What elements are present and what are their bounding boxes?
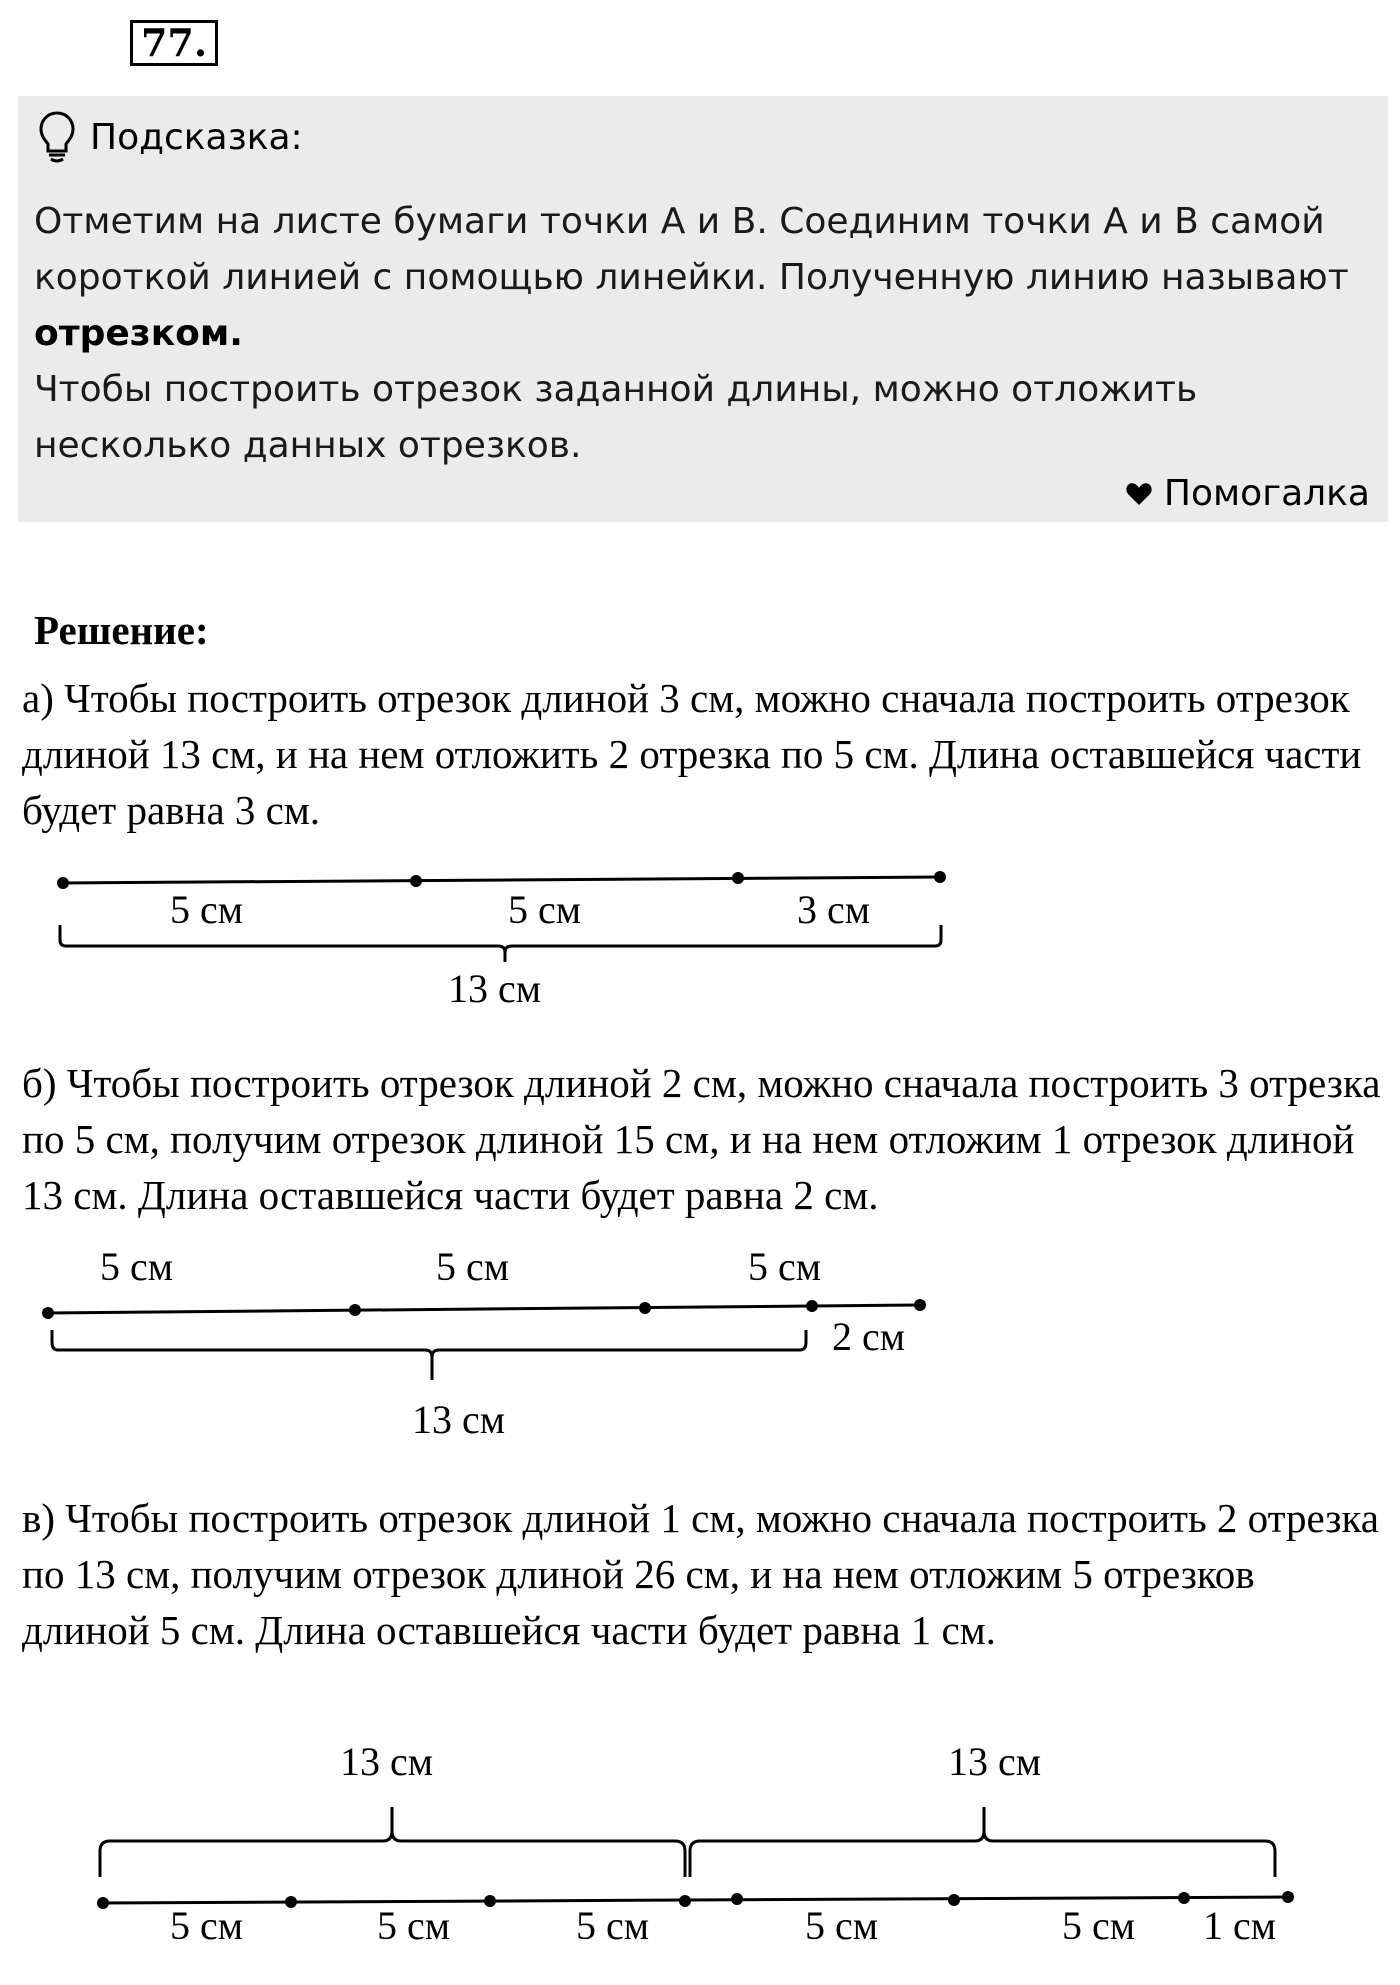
segment-point — [948, 1894, 960, 1906]
segment-label: 5 см — [1062, 1903, 1136, 1948]
segment-point — [934, 871, 946, 883]
hint-box — [18, 96, 1388, 522]
brace-label: 13 см — [340, 1739, 434, 1784]
segment-label: 5 см — [100, 1244, 174, 1289]
hint-title: Подсказка: — [90, 116, 303, 158]
segment-point — [57, 877, 69, 889]
segment-label: 5 см — [377, 1903, 451, 1948]
heart-icon — [1126, 482, 1152, 506]
segment-line — [48, 1305, 920, 1313]
segment-label: 5 см — [576, 1903, 650, 1948]
brace — [52, 1330, 806, 1380]
segment-point — [97, 1897, 109, 1909]
segment-point — [410, 875, 422, 887]
solution-part-c-text: в) Чтобы построить отрезок длиной 1 см, можно сначала построить 2 отрезка по 13 см, получим отрезок длиной 26 см, и на нем отложим 5 отрезков длиной 5 см. Длина оставшейся части будет равна 1 см. — [22, 1495, 1379, 1653]
remainder-label: 2 см — [832, 1314, 906, 1359]
segment-point — [484, 1895, 496, 1907]
task-number: 77. — [130, 20, 218, 66]
segment-point — [285, 1896, 297, 1908]
brace — [100, 1807, 685, 1877]
segment-label: 5 см — [805, 1903, 879, 1948]
solution-title: Решение: — [34, 607, 209, 653]
segment-point — [806, 1300, 818, 1312]
lightbulb-icon — [38, 110, 76, 164]
segment-point — [639, 1302, 651, 1314]
segment-label: 5 см — [170, 1903, 244, 1948]
brace-label: 13 см — [448, 966, 542, 1010]
brand — [1126, 473, 1370, 514]
segment-point — [731, 1893, 743, 1905]
segment-point — [349, 1304, 361, 1316]
segment-point — [732, 872, 744, 884]
segment-point — [1282, 1891, 1294, 1903]
hint-paragraph-2: Чтобы построить отрезок заданной длины, можно отложить несколько данных отрезков. — [34, 369, 1198, 466]
hint-term: отрезком. — [34, 313, 243, 354]
solution-part-b-text: б) Чтобы построить отрезок длиной 2 см, можно сначала построить 3 отрезка по 5 см, получим отрезок длиной 15 см, и на нем отложим 1 отрезок длиной 13 см. Длина оставшейся части будет равна 2 см. — [22, 1060, 1381, 1218]
brand-name: Помогалка — [1163, 473, 1370, 514]
segment-label: 5 см — [748, 1244, 822, 1289]
segment-label: 5 см — [508, 887, 582, 932]
diagram-part-b — [0, 1240, 1400, 1460]
segment-point — [42, 1307, 54, 1319]
segment-point — [914, 1299, 926, 1311]
brace-label: 13 см — [948, 1739, 1042, 1784]
diagram-part-c — [0, 1735, 1400, 1965]
brace-label: 13 см — [412, 1397, 506, 1442]
segment-point — [679, 1895, 691, 1907]
segment-label: 5 см — [170, 887, 244, 932]
solution-part-a-text: а) Чтобы построить отрезок длиной 3 см, можно сначала построить отрезок длиной 13 см, и на нем отложить 2 отрезка по 5 см. Длина оставшейся части будет равна 3 см. — [22, 675, 1362, 833]
hint-text — [34, 194, 1379, 474]
segment-label: 1 см — [1203, 1903, 1277, 1948]
hint-paragraph-1 — [34, 194, 1379, 362]
segment-label: 3 см — [797, 887, 871, 932]
segment-label: 5 см — [436, 1244, 510, 1289]
hint-header — [38, 110, 303, 164]
diagram-part-a — [0, 850, 1400, 1010]
hint-paragraph-1-text: Отметим на листе бумаги точки А и В. Соединим точки А и В самой короткой линией с помощью линейки. Полученную линию называют — [34, 201, 1349, 298]
brace — [690, 1807, 1275, 1877]
segment-line — [63, 877, 940, 883]
segment-point — [1178, 1892, 1190, 1904]
